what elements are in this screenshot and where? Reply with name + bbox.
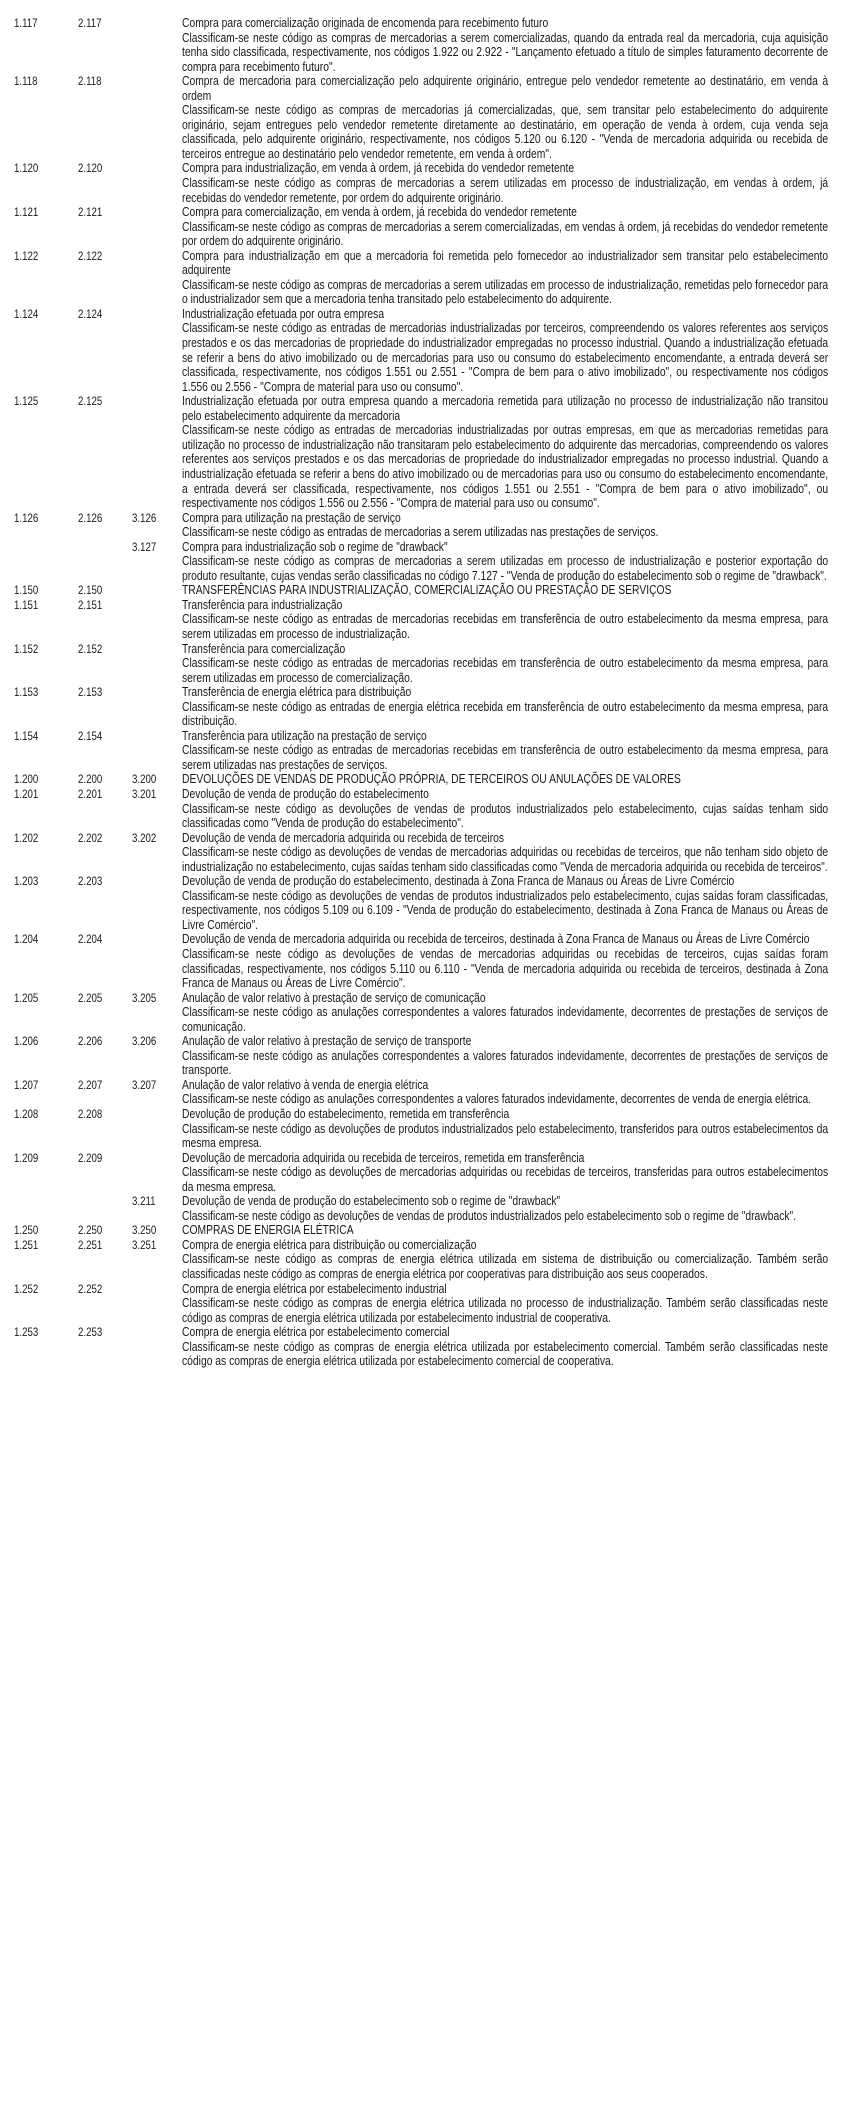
code-interstate-column: 2.205: [78, 990, 103, 1005]
cfop-title: Anulação de valor relativo à prestação de serviço de transporte: [182, 1034, 472, 1049]
code-foreign-column: 3.127: [132, 539, 157, 554]
cfop-title: Devolução de venda de produção do estabelecimento: [182, 786, 429, 801]
cfop-entry: [14, 1151, 828, 1195]
cfop-description: Classificam-se neste código as devoluções de produtos industrializados pelo estabelecimento, transferidos para outros estabelecimentos da mesma empresa.: [182, 1121, 829, 1151]
cfop-entry: [14, 932, 828, 990]
code-foreign-column: [132, 583, 173, 598]
cfop-description: Classificam-se neste código as devoluções de vendas de produtos industrializados pelo estabelecimento sob o regime de "drawback".: [182, 1208, 797, 1223]
cfop-title: Devolução de venda de produção do estabelecimento, destinada à Zona Franca de Manaus ou Áreas de Livre Comércio: [182, 874, 735, 889]
cfop-description: Classificam-se neste código as compras de mercadorias a serem comercializadas, em vendas à ordem, já recebidas do vendedor remetente por ordem do adquirente originário.: [182, 219, 829, 249]
cfop-title: Devolução de produção do estabelecimento, remetida em transferência: [182, 1107, 510, 1122]
cfop-entry: [14, 161, 828, 205]
cfop-title: TRANSFERÊNCIAS PARA INDUSTRIALIZAÇÃO, COMERCIALIZAÇÃO OU PRESTAÇÃO DE SERVIÇOS: [182, 583, 672, 598]
cfop-description: Classificam-se neste código as anulações correspondentes a valores faturados indevidamente, decorrentes de prestações de serviços de transporte.: [182, 1048, 829, 1078]
code-interstate-column: 2.152: [78, 641, 103, 656]
code-state-column: 1.150: [14, 583, 39, 598]
code-foreign-column: [132, 394, 173, 510]
code-state-column: 1.118: [14, 74, 38, 89]
code-interstate-column: 2.126: [78, 510, 103, 525]
cfop-description: Classificam-se neste código as compras de energia elétrica utilizada por estabelecimento comercial. Também serão classificadas neste código as compras de energia elétrica utilizada por estabelecimento comercial de cooperativa.: [182, 1339, 829, 1369]
cfop-entry: [14, 540, 828, 584]
cfop-entry: [14, 772, 828, 787]
cfop-entry: [14, 74, 828, 161]
cfop-title: Compra para industrialização em que a mercadoria foi remetida pelo fornecedor ao industrializador sem transitar pelo estabelecimento adquirente: [182, 248, 829, 278]
cfop-entry: [14, 1325, 828, 1369]
code-foreign-column: 3.207: [132, 1077, 157, 1092]
code-foreign-column: [132, 161, 173, 205]
cfop-title: Transferência para comercialização: [182, 641, 346, 656]
code-state-column: 1.250: [14, 1223, 39, 1238]
cfop-entry: [14, 598, 828, 642]
cfop-description: Classificam-se neste código as entradas de energia elétrica recebida em transferência de outro estabelecimento da mesma empresa, para distribuição.: [182, 699, 829, 729]
cfop-description: Classificam-se neste código as compras de mercadorias a serem comercializadas, quando da entrada real da mercadoria, cuja aquisição tenha sido classificada, respectivamente, nos códigos 1.922 ou 2.922 - "Lançamento efetuado a título de simples faturamento decorrente de compra para recebimento futuro".: [182, 30, 829, 74]
cfop-description: Classificam-se neste código as entradas de mercadorias recebidas em transferência de outro estabelecimento da mesma empresa, para serem utilizadas em processo de industrialização.: [182, 612, 829, 641]
cfop-description: Classificam-se neste código as compras de energia elétrica utilizada no processo de industrialização. Também serão classificadas neste código as compras de energia elétrica utilizada por estabelecimento industrial de cooperativa.: [182, 1296, 829, 1325]
cfop-entry: [14, 787, 828, 831]
cfop-title: Transferência para industrialização: [182, 597, 343, 612]
code-interstate-column: 2.124: [78, 306, 103, 321]
code-foreign-column: [132, 874, 173, 932]
code-state-column: 1.201: [14, 786, 39, 801]
code-state-column: 1.207: [14, 1077, 39, 1092]
cfop-title: Compra de energia elétrica por estabelecimento comercial: [182, 1325, 450, 1340]
code-interstate-column: 2.202: [78, 830, 103, 845]
cfop-entry: [14, 1034, 828, 1078]
cfop-entry: [14, 1238, 828, 1282]
code-foreign-column: 3.211: [132, 1194, 156, 1209]
cfop-entry: [14, 1282, 828, 1326]
code-foreign-column: 3.200: [132, 772, 157, 787]
cfop-description: Classificam-se neste código as devoluções de vendas de mercadorias adquiridas ou recebidas de terceiros, cujas saídas foram classificadas, respectivamente, nos códigos 5.110 ou 6.110 - "Venda de mercadoria adquirida ou recebida de terceiros, destinada à Zona Franca de Manaus ou Áreas de Livre Comércio".: [182, 947, 829, 991]
cfop-description: Classificam-se neste código as compras de mercadorias a serem utilizadas em processo de industrialização e posterior exportação do produto resultante, cujas vendas serão classificadas no código 7.127 - "Venda de produção do estabelecimento sob o regime de "drawback".: [182, 554, 829, 583]
cfop-entry: [14, 205, 828, 249]
code-state-column: 1.125: [14, 394, 39, 409]
cfop-description: Classificam-se neste código as devoluções de vendas de mercadorias adquiridas ou recebidas de terceiros, que não tenham sido objeto de industrialização no estabelecimento, cujas saídas tenham sido classificadas como "Venda de mercadoria adquirida ou recebida de terceiros".: [182, 845, 829, 874]
code-foreign-column: [132, 598, 173, 642]
cfop-entry: [14, 991, 828, 1035]
cfop-description: Classificam-se neste código as compras de mercadorias já comercializadas, que, sem transitar pelo estabelecimento do adquirente originário, sejam entregues pelo vendedor remetente diretamente ao destinatário, em operação de venda à ordem, cuja venda seja classificada, pelo adquirente originário, respectivamente, nos códigos 5.120 ou 6.120 - "Venda de mercadoria adquirida ou recebida de terceiros entregue ao destinatário pelo vendedor remetente, em venda à ordem".: [182, 103, 829, 161]
cfop-title: COMPRAS DE ENERGIA ELÉTRICA: [182, 1223, 354, 1238]
code-interstate-column: 2.151: [78, 597, 103, 612]
code-interstate-column: 2.200: [78, 772, 103, 787]
code-state-column: 1.120: [14, 161, 39, 176]
cfop-entry: [14, 685, 828, 729]
cfop-entry: [14, 249, 828, 307]
code-interstate-column: 2.252: [78, 1281, 103, 1296]
cfop-title: Anulação de valor relativo à prestação de serviço de comunicação: [182, 990, 486, 1005]
code-state-column: 1.152: [14, 641, 39, 656]
code-state-column: [14, 1194, 66, 1223]
code-foreign-column: [132, 932, 173, 990]
code-foreign-column: [132, 685, 173, 729]
code-state-column: 1.154: [14, 728, 39, 743]
code-state-column: 1.204: [14, 932, 39, 947]
code-interstate-column: 2.203: [78, 874, 103, 889]
cfop-entry: [14, 307, 828, 394]
code-interstate-column: 2.122: [78, 248, 103, 263]
cfop-title: Anulação de valor relativo à venda de energia elétrica: [182, 1077, 429, 1092]
code-state-column: 1.122: [14, 248, 39, 263]
cfop-description: Classificam-se neste código as entradas de mercadorias industrializadas por terceiros, compreendendo os valores referentes aos serviços prestados e os das mercadorias de propriedade do industrializador empregadas no processo industrial. Quando a industrialização efetuada se referir a bens do ativo imobilizado ou de mercadorias para uso ou consumo do estabelecimento encomendante, a entrada deverá ser classificada, respectivamente, nos códigos 1.551 ou 2.551 - "Compra de bem para o ativo imobilizado", ou respectivamente nos códigos 1.556 ou 2.556 - "Compra de material para uso ou consumo".: [182, 321, 829, 394]
cfop-title: Compra para industrialização, em venda à ordem, já recebida do vendedor remetente: [182, 161, 575, 176]
cfop-title: Devolução de venda de mercadoria adquirida ou recebida de terceiros, destinada à Zona Franca de Manaus ou Áreas de Livre Comércio: [182, 932, 810, 947]
cfop-description: Classificam-se neste código as anulações correspondentes a valores faturados indevidamente, decorrentes de prestações de serviços de comunicação.: [182, 1005, 829, 1034]
cfop-title: Devolução de mercadoria adquirida ou recebida de terceiros, remetida em transferência: [182, 1150, 585, 1165]
cfop-description: Classificam-se neste código as entradas de mercadorias a serem utilizadas nas prestações de serviços.: [182, 525, 659, 540]
cfop-title: Transferência de energia elétrica para distribuição: [182, 685, 412, 700]
cfop-description: Classificam-se neste código as anulações correspondentes a valores faturados indevidamente, decorrentes de venda de energia elétrica.: [182, 1092, 812, 1107]
code-foreign-column: 3.202: [132, 830, 157, 845]
code-foreign-column: 3.250: [132, 1223, 157, 1238]
cfop-description: Classificam-se neste código as devoluções de mercadorias adquiridas ou recebidas de terceiros, transferidas para outros estabelecimentos da mesma empresa.: [182, 1165, 829, 1194]
code-interstate-column: 2.204: [78, 932, 103, 947]
cfop-title: Compra de mercadoria para comercialização pelo adquirente originário, entregue pelo vendedor remetente ao destinatário, em venda à ordem: [182, 74, 829, 103]
code-interstate-column: 2.208: [78, 1107, 103, 1122]
code-state-column: [14, 540, 66, 584]
cfop-description: Classificam-se neste código as compras de mercadorias a serem utilizadas em processo de industrialização, remetidas pelo fornecedor para o industrializador sem que a mercadoria tenha transitado pelo estabelecimento do adquirente.: [182, 277, 829, 307]
cfop-entry: [14, 1107, 828, 1151]
cfop-title: Devolução de venda de produção do estabelecimento sob o regime de "drawback": [182, 1194, 561, 1209]
code-state-column: 1.121: [14, 205, 39, 220]
cfop-description: Classificam-se neste código as compras de mercadorias a serem utilizadas em processo de industrialização, em vendas à ordem, já recebidas do vendedor remetente, por ordem do adquirente originário.: [182, 176, 829, 205]
cfop-entry: [14, 874, 828, 932]
code-foreign-column: [132, 205, 173, 249]
code-foreign-column: [132, 16, 173, 74]
code-state-column: 1.124: [14, 306, 39, 321]
code-foreign-column: [132, 1107, 173, 1151]
cfop-description: Classificam-se neste código as entradas de mercadorias recebidas em transferência de outro estabelecimento da mesma empresa, para serem utilizadas nas prestações de serviços.: [182, 743, 829, 772]
code-state-column: 1.151: [14, 597, 39, 612]
code-state-column: 1.117: [14, 16, 38, 30]
code-interstate-column: 2.154: [78, 728, 103, 743]
code-foreign-column: 3.126: [132, 510, 157, 525]
code-state-column: 1.200: [14, 772, 39, 787]
cfop-title: Compra para utilização na prestação de serviço: [182, 510, 401, 525]
code-interstate-column: 2.150: [78, 583, 103, 598]
cfop-entry: [14, 642, 828, 686]
code-interstate-column: 2.209: [78, 1150, 103, 1165]
code-foreign-column: [132, 307, 173, 394]
cfop-entry: [14, 16, 828, 74]
cfop-title: Compra de energia elétrica para distribuição ou comercialização: [182, 1237, 477, 1252]
cfop-title: Devolução de venda de mercadoria adquirida ou recebida de terceiros: [182, 830, 505, 845]
code-interstate-column: 2.253: [78, 1325, 103, 1340]
code-foreign-column: [132, 249, 173, 307]
code-foreign-column: 3.205: [132, 990, 157, 1005]
cfop-title: Industrialização efetuada por outra empresa quando a mercadoria remetida para utilização no processo de industrialização não transitou pelo estabelecimento adquirente da mercadoria: [182, 394, 829, 423]
code-interstate-column: 2.206: [78, 1034, 103, 1049]
code-interstate-column: 2.153: [78, 685, 103, 700]
code-interstate-column: 2.201: [78, 786, 103, 801]
code-interstate-column: [78, 1194, 122, 1223]
code-interstate-column: 2.117: [78, 16, 102, 30]
cfop-title: DEVOLUÇÕES DE VENDAS DE PRODUÇÃO PRÓPRIA, DE TERCEIROS OU ANULAÇÕES DE VALORES: [182, 772, 681, 787]
cfop-entry: [14, 511, 828, 540]
cfop-title: Compra para industrialização sob o regime de "drawback": [182, 539, 448, 554]
cfop-title: Industrialização efetuada por outra empresa: [182, 306, 385, 321]
code-state-column: 1.202: [14, 830, 39, 845]
cfop-description: Classificam-se neste código as devoluções de vendas de produtos industrializados pelo estabelecimento, cujas saídas foram classificadas, respectivamente, nos códigos 5.109 ou 6.109 - "Venda de produção do estabelecimento, destinada à Zona Franca de Manaus ou Áreas de Livre Comércio".: [182, 888, 829, 932]
code-state-column: 1.126: [14, 510, 39, 525]
cfop-title: Compra de energia elétrica por estabelecimento industrial: [182, 1281, 447, 1296]
code-state-column: 1.251: [14, 1237, 39, 1252]
code-state-column: 1.153: [14, 685, 39, 700]
cfop-entry: [14, 729, 828, 773]
code-interstate-column: 2.250: [78, 1223, 103, 1238]
cfop-title: Transferência para utilização na prestação de serviço: [182, 728, 427, 743]
code-foreign-column: [132, 729, 173, 773]
code-foreign-column: 3.206: [132, 1034, 157, 1049]
code-foreign-column: 3.251: [132, 1237, 157, 1252]
cfop-entry: [14, 1194, 828, 1223]
code-foreign-column: [132, 1151, 173, 1195]
cfop-entry: [14, 1223, 828, 1238]
code-interstate-column: 2.207: [78, 1077, 103, 1092]
cfop-entry: [14, 394, 828, 510]
code-interstate-column: [78, 540, 122, 584]
cfop-title: Compra para comercialização, em venda à ordem, já recebida do vendedor remetente: [182, 205, 577, 220]
cfop-description: Classificam-se neste código as entradas de mercadorias industrializadas por outras empresas, em que as mercadorias remetidas para utilização no processo de industrialização não transitaram pelo estabelecimento do adquirente das mercadorias, compreendendo os valores referentes aos serviços prestados e os das mercadorias de propriedade do industrializador empregadas no processo industrial. Quando a industrialização efetuada se referir a bens do ativo imobilizado ou de mercadorias para uso ou consumo do estabelecimento encomendante, a entrada deverá ser classificada, respectivamente, nos códigos 1.551 ou 2.551 - "Compra de bem para o ativo imobilizado", ou respectivamente nos códigos 1.556 ou 2.556 - "Compra de material para uso ou consumo".: [182, 423, 829, 511]
code-foreign-column: [132, 1325, 173, 1369]
code-state-column: 1.253: [14, 1325, 39, 1340]
cfop-entry: [14, 583, 828, 598]
code-foreign-column: [132, 642, 173, 686]
code-interstate-column: 2.118: [78, 74, 102, 89]
code-state-column: 1.203: [14, 874, 39, 889]
cfop-entry: [14, 1078, 828, 1107]
code-foreign-column: 3.201: [132, 786, 157, 801]
code-state-column: 1.208: [14, 1107, 39, 1122]
code-foreign-column: [132, 74, 173, 161]
cfop-title: Compra para comercialização originada de encomenda para recebimento futuro: [182, 16, 549, 30]
code-state-column: 1.205: [14, 990, 39, 1005]
code-interstate-column: 2.251: [78, 1237, 103, 1252]
cfop-description: Classificam-se neste código as entradas de mercadorias recebidas em transferência de outro estabelecimento da mesma empresa, para serem utilizadas em processo de comercialização.: [182, 656, 829, 685]
cfop-entry: [14, 831, 828, 875]
code-state-column: 1.252: [14, 1281, 39, 1296]
code-state-column: 1.209: [14, 1150, 39, 1165]
cfop-description: Classificam-se neste código as devoluções de vendas de produtos industrializados pelo estabelecimento, cujas saídas tenham sido classificadas como "Venda de produção do estabelecimento".: [182, 801, 829, 831]
code-interstate-column: 2.121: [78, 205, 103, 220]
code-interstate-column: 2.125: [78, 394, 103, 409]
code-interstate-column: 2.120: [78, 161, 103, 176]
cfop-description: Classificam-se neste código as compras de energia elétrica utilizada em sistema de distribuição ou comercialização. Também serão classificadas neste código as compras de energia elétrica por cooperativas para distribuição aos seus cooperados.: [182, 1252, 829, 1282]
code-state-column: 1.206: [14, 1034, 39, 1049]
code-foreign-column: [132, 1282, 173, 1326]
